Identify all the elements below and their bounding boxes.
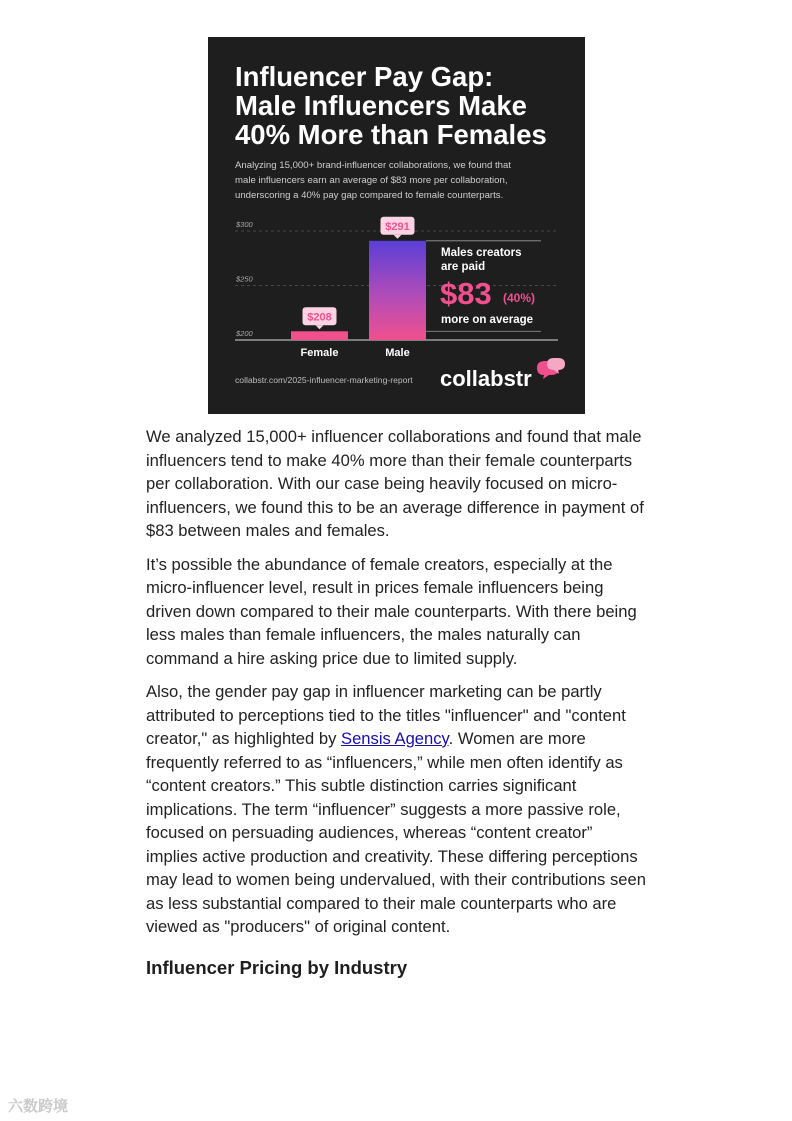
- callout-percent: (40%): [503, 291, 536, 305]
- value-label: $208: [307, 311, 332, 324]
- callout-amount: $83: [440, 276, 492, 311]
- watermark-logo: 六数跨境: [8, 1098, 69, 1115]
- callout-line-3: more on average: [441, 314, 534, 326]
- subtitle-line-3: underscoring a 40% pay gap compared to female counterparts.: [235, 190, 504, 201]
- title-line-1: Influencer Pay Gap:: [235, 61, 494, 92]
- paragraph-1: We analyzed 15,000+ influencer collaborations and found that male influencers tend to make 40% more than their female counterparts per collaboration. With our case being heavily focused on micro-influencers, we found this to be an average difference in payment of $83 between males and females.: [146, 427, 644, 540]
- brand-logo: collabstr: [440, 366, 532, 391]
- category-label: Female: [300, 347, 339, 359]
- category-label: Male: [385, 347, 410, 359]
- paragraph-2: It’s possible the abundance of female creators, especially at the micro-influencer level, result in prices female influencers being driven down compared to their male counterparts. With there being less males than female influencers, the males naturally can command a hire asking price due to limited supply.: [146, 554, 637, 668]
- infographic-card: [208, 37, 585, 414]
- source-url: collabstr.com/2025-influencer-marketing-report: [235, 375, 413, 385]
- callout-line-1: Males creators: [441, 247, 522, 259]
- pay-gap-chart: [208, 37, 585, 414]
- title-line-2: Male Influencers Make: [235, 90, 527, 121]
- callout-line-2: are paid: [441, 261, 486, 273]
- article-body: [146, 425, 646, 979]
- value-label: $291: [385, 220, 410, 233]
- title-line-3: 40% More than Females: [235, 119, 547, 150]
- value-label-pointer: [394, 235, 402, 239]
- section-heading: Influencer Pricing by Industry: [146, 956, 408, 978]
- sensis-agency-link[interactable]: Sensis Agency: [341, 729, 449, 748]
- bar-layer: [291, 217, 426, 359]
- paragraph-3: [146, 680, 646, 939]
- y-tick-label: $200: [236, 329, 253, 338]
- subtitle-line-2: male influencers earn an average of $83 more per collaboration,: [235, 175, 508, 186]
- paragraph-3-start: Also, the gender pay gap in influencer marketing can be partly attributed to perceptions tied to the titles "influencer" and "content creator," as highlighted by: [146, 682, 626, 748]
- value-label-pointer: [316, 325, 324, 329]
- speech-bubbles-icon: [537, 358, 565, 379]
- bar-male: [369, 241, 426, 340]
- y-tick-label: $250: [236, 274, 253, 284]
- paragraph-3-end: . Women are more frequently referred to as “influencers,” while men often identify as “content creators.” This subtle distinction carries significant implications. The term “influencer” suggests a more passive role, focused on persuading audiences, whereas “content creator” implies active production and creativity. These differing perceptions may lead to women being undervalued, with their contributions seen as less substantial compared to their male counterparts who are viewed as "producers" of original content.: [146, 729, 646, 936]
- bar-female: [291, 331, 348, 340]
- subtitle-line-1: Analyzing 15,000+ brand-influencer collaborations, we found that: [235, 160, 512, 171]
- y-tick-label: $300: [236, 220, 253, 229]
